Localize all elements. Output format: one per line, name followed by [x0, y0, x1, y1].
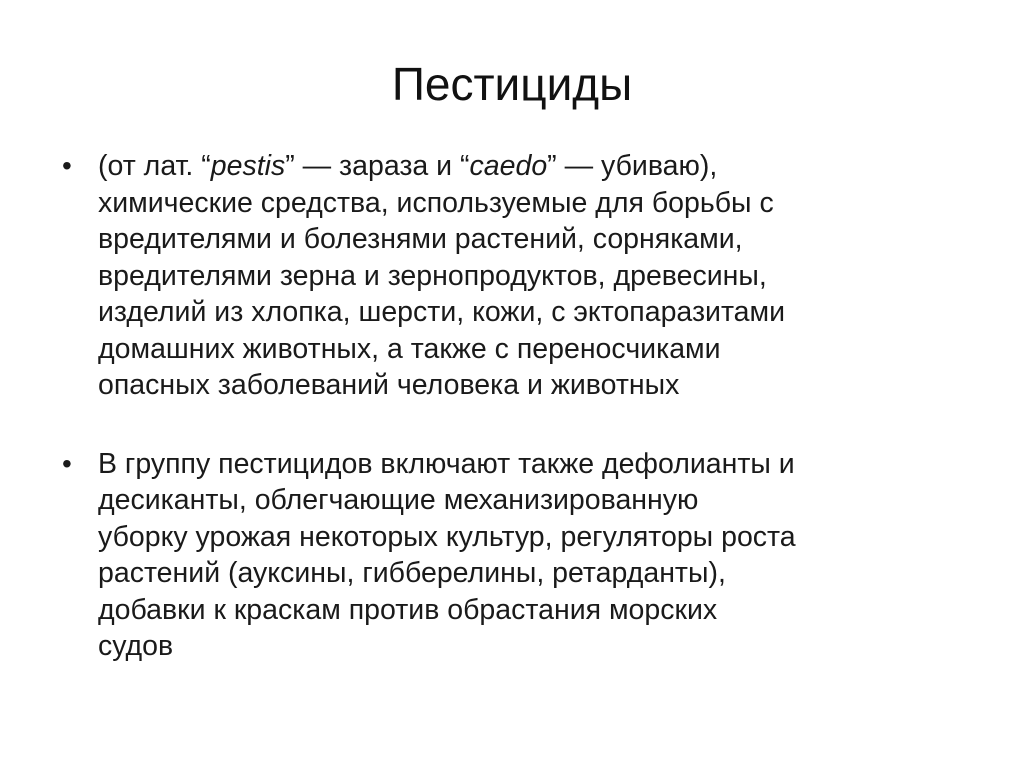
latin-term-caedo: caedo — [469, 150, 548, 182]
bullet-1-line-1 — [98, 148, 982, 185]
bullet-2-line-6: судов — [98, 630, 174, 662]
bullet-2-line-1: В группу пестицидов включают также дефолианты и — [98, 447, 795, 480]
bullet-item-1 — [62, 148, 982, 404]
bullet-list — [62, 148, 982, 665]
text-segment: ” — убиваю), — [547, 150, 718, 182]
bullet-1-line-4: вредителями зерна и зернопродуктов, древесины, — [98, 259, 767, 292]
bullet-1-line-2: химические средства, используемые для борьбы с — [98, 186, 774, 219]
text-segment: ” — зараза и “ — [285, 150, 470, 182]
bullet-2-line-2: десиканты, облегчающие механизированную — [98, 484, 699, 516]
text-segment: (от лат. “ — [98, 150, 211, 182]
bullet-2-line-4: растений (ауксины, гибберелины, ретарданты), — [98, 557, 726, 589]
bullet-1-line-6: домашних животных, а также с переносчиками — [98, 332, 721, 365]
bullet-marker: • — [62, 150, 72, 181]
bullet-1-line-3: вредителями и болезнями растений, сорняками, — [98, 223, 743, 255]
slide-title: Пестициды — [391, 58, 633, 110]
bullet-2-line-5: добавки к краскам против обрастания морских — [98, 593, 718, 626]
bullet-1-line-5: изделий из хлопка, шерсти, кожи, с эктопаразитами — [98, 296, 786, 328]
bullet-item-2 — [62, 446, 982, 665]
bullet-marker: • — [62, 447, 72, 479]
bullet-2-line-3: уборку урожая некоторых культур, регуляторы роста — [98, 520, 796, 553]
bullet-1-line-7: опасных заболеваний человека и животных — [98, 369, 680, 401]
latin-term-pestis: pestis — [210, 150, 286, 182]
